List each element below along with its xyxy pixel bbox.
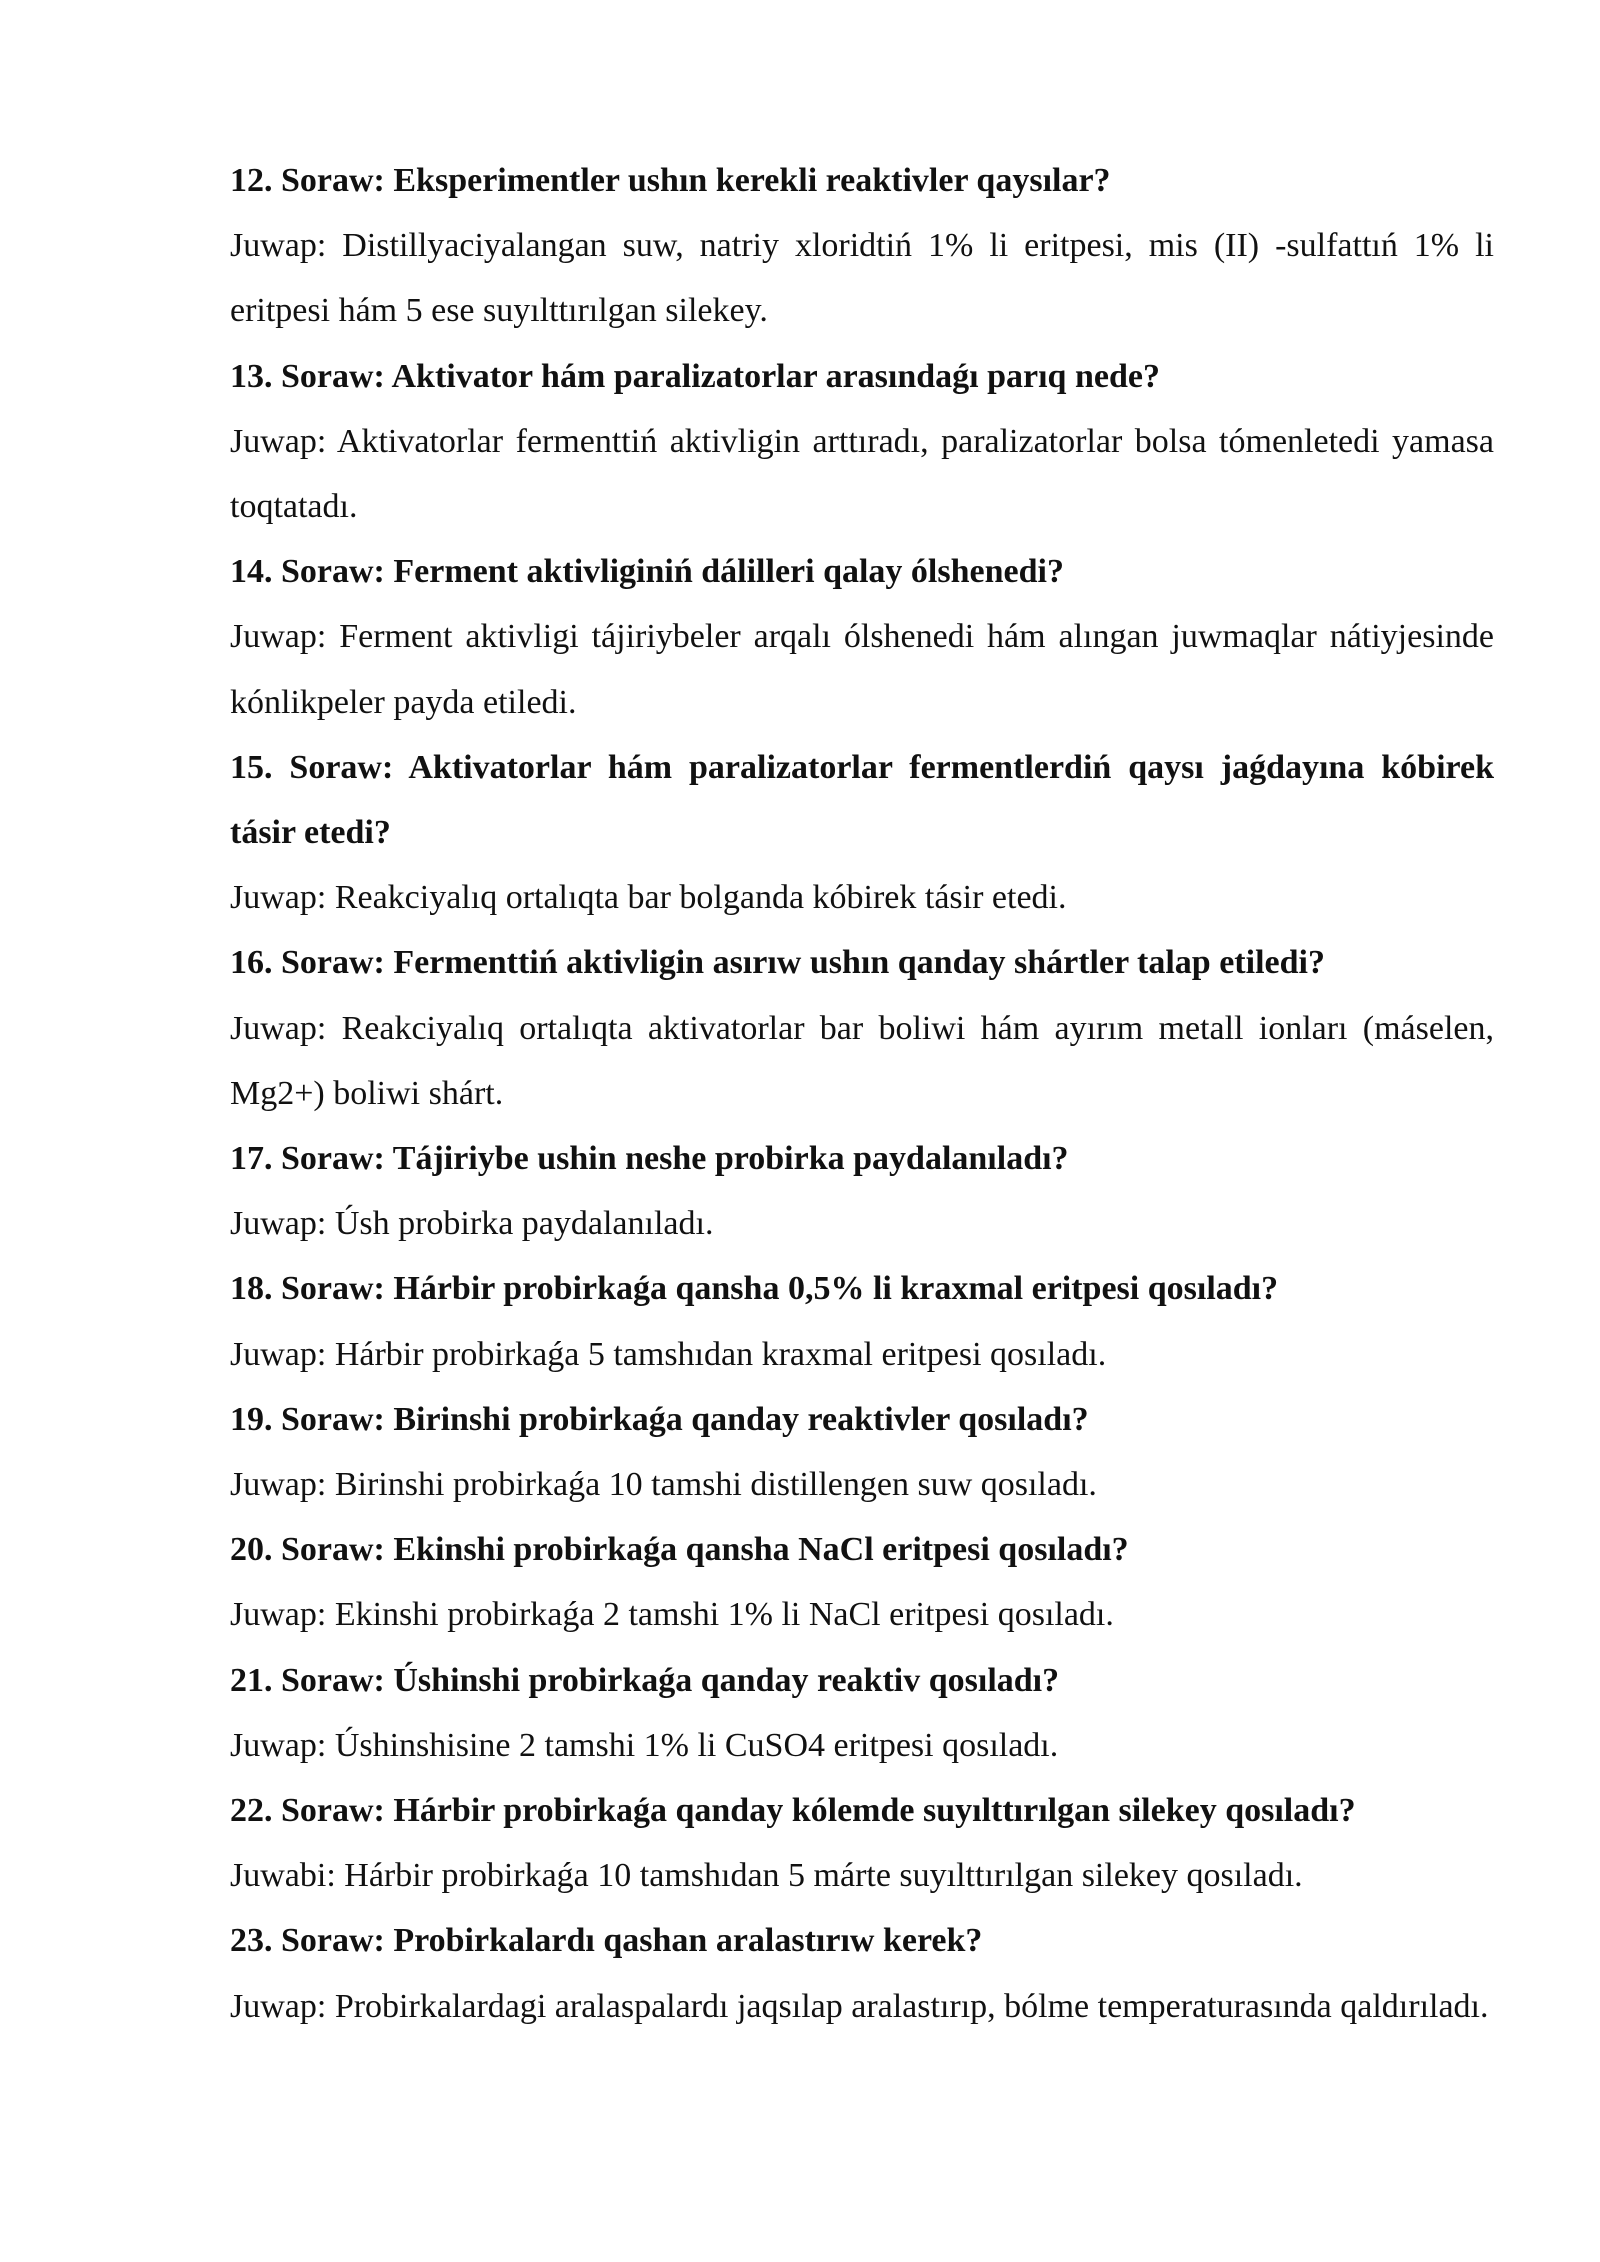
answer-20: Juwap: Ekinshi probirkaǵa 2 tamshi 1% li NaCl eritpesi qosıladı. xyxy=(230,1596,1114,1634)
answer-22: Juwabi: Hárbir probirkaǵa 10 tamshıdan 5 márte suyılttırılgan silekey qosıladı. xyxy=(230,1857,1303,1895)
question-20: 20. Soraw: Ekinshi probirkaǵa qansha NaCl eritpesi qosıladı? xyxy=(230,1531,1129,1569)
question-15: 15. Soraw: Aktivatorlar hám paralizatorlar fermentlerdiń qaysı jaǵdayına kóbirek tásir etedi? xyxy=(230,748,1494,852)
answer-16: Juwap: Reakciyalıq ortalıqta aktivatorlar bar boliwi hám ayırım metall ionları (máselen, Mg2+) boliwi shárt. xyxy=(230,1009,1494,1112)
answer-19: Juwap: Birinshi probirkaǵa 10 tamshi distillengen suw qosıladı. xyxy=(230,1466,1097,1504)
question-18: 18. Soraw: Hárbir probirkaǵa qansha 0,5% li kraxmal eritpesi qosıladı? xyxy=(230,1270,1279,1308)
answer-15: Juwap: Reakciyalıq ortalıqta bar bolganda kóbirek tásir etedi. xyxy=(230,879,1067,917)
answer-12: Juwap: Distillyaciyalangan suw, natriy xloridtiń 1% li eritpesi, mis (II) -sulfattıń 1% li eritpesi hám 5 ese suyılttırılgan silekey. xyxy=(230,227,1494,330)
question-13: 13. Soraw: Aktivator hám paralizatorlar arasındaǵı parıq nede? xyxy=(230,357,1160,395)
answer-17: Juwap: Úsh probirka paydalanıladı. xyxy=(230,1205,714,1243)
answer-18: Juwap: Hárbir probirkaǵa 5 tamshıdan kraxmal eritpesi qosıladı. xyxy=(230,1335,1107,1373)
question-19: 19. Soraw: Birinshi probirkaǵa qanday reaktivler qosıladı? xyxy=(230,1400,1089,1438)
question-16: 16. Soraw: Fermenttiń aktivligin asırıw ushın qanday shártler talap etiledi? xyxy=(230,944,1325,982)
answer-13: Juwap: Aktivatorlar fermenttiń aktivligin arttıradı, paralizatorlar bolsa tómenletedi yamasa toqtatadı. xyxy=(230,422,1494,526)
document-page xyxy=(230,148,1494,2039)
answer-23: Juwap: Probirkalardagi aralaspalardı jaqsılap aralastırıp, bólme temperaturasında qaldırıladı. xyxy=(230,1987,1489,2025)
question-17: 17. Soraw: Tájiriybe ushin neshe probirka paydalanıladı? xyxy=(230,1140,1069,1178)
answer-21: Juwap: Úshinshisine 2 tamshi 1% li CuSO4 eritpesi qosıladı. xyxy=(230,1726,1059,1764)
question-22: 22. Soraw: Hárbir probirkaǵa qanday kólemde suyılttırılgan silekey qosıladı? xyxy=(230,1792,1356,1830)
question-12: 12. Soraw: Eksperimentler ushın kerekli reaktivler qaysılar? xyxy=(230,162,1111,199)
question-23: 23. Soraw: Probirkalardı qashan aralastırıw kerek? xyxy=(230,1922,983,1960)
answer-14: Juwap: Ferment aktivligi tájiriybeler arqalı ólshenedi hám alıngan juwmaqlar nátiyjesinde kónlikpeler payda etiledi. xyxy=(230,618,1494,721)
question-21: 21. Soraw: Úshinshi probirkaǵa qanday reaktiv qosıladı? xyxy=(230,1661,1060,1699)
question-14: 14. Soraw: Ferment aktivliginiń dálilleri qalay ólshenedi? xyxy=(230,553,1064,591)
